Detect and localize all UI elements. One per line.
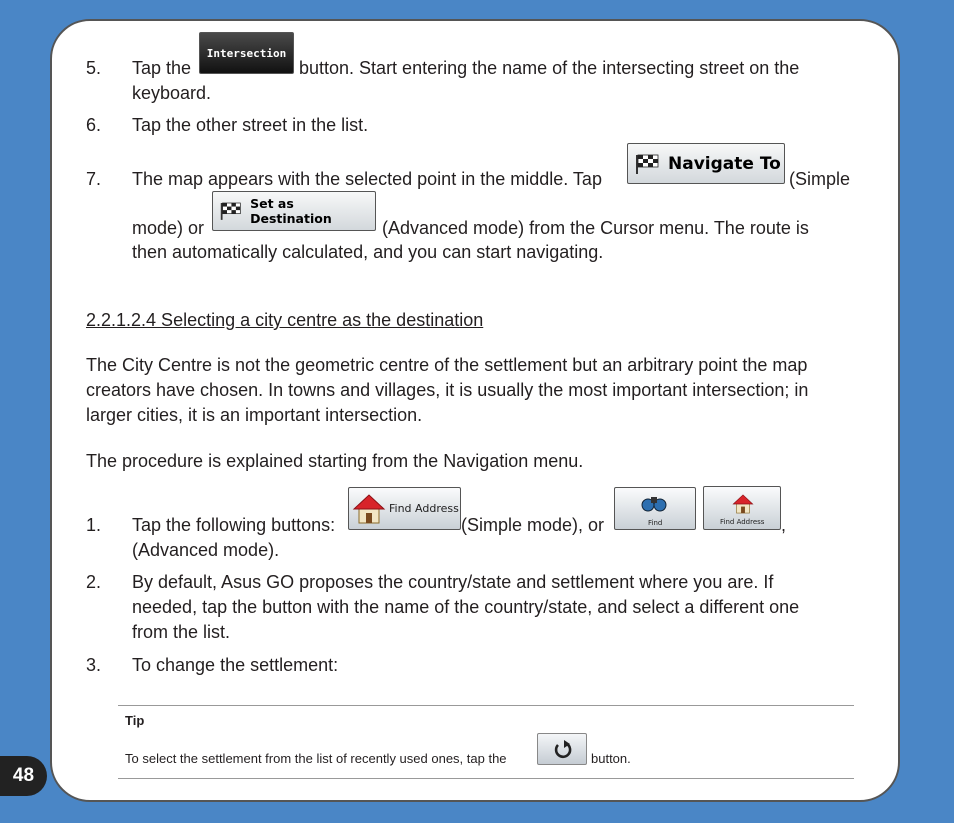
binoculars-icon — [641, 494, 667, 512]
step-1-simple-or: (Simple mode), or — [461, 515, 605, 535]
intersection-button[interactable] — [199, 32, 294, 74]
house-icon — [730, 493, 756, 515]
find-address-label: Find Address — [389, 502, 459, 515]
step-3-text: To change the settlement: — [132, 655, 339, 675]
step-1-line2: (Advanced mode). — [132, 540, 280, 560]
step-5-pre: Tap the — [132, 58, 192, 78]
find-address-small-label: Find Address — [720, 518, 765, 526]
step-6-text: Tap the other street in the list. — [132, 115, 369, 135]
para2: The procedure is explained starting from the Navigation menu. — [86, 451, 584, 471]
tip-post: button. — [591, 751, 631, 766]
history-arrow-icon — [553, 739, 573, 761]
find-button[interactable] — [614, 487, 696, 530]
tip-top-rule — [118, 705, 854, 706]
set-as-destination-label: Set as Destination — [250, 196, 332, 226]
page-number: 48 — [0, 756, 47, 796]
tip-bottom-rule — [118, 778, 854, 779]
step-6-number: 6. — [86, 115, 102, 135]
intersection-button-label: Intersection — [206, 46, 287, 60]
step-2-line1: By default, Asus GO proposes the country/state and settlement where you are. If — [132, 572, 774, 592]
section-heading: 2.2.1.2.4 Selecting a city centre as the destination — [86, 310, 484, 330]
find-address-small-button[interactable] — [703, 486, 781, 530]
tip-pre: To select the settlement from the list of recently used ones, tap the — [125, 751, 507, 766]
para1-line2: creators have chosen. In towns and villages, it is usually the most important intersection; in — [86, 380, 809, 400]
checkered-flag-icon — [219, 201, 242, 221]
para1-line3: larger cities, it is an important intersection. — [86, 405, 423, 425]
step-5-post: button. Start entering the name of the intersecting street on the — [299, 58, 800, 78]
navigate-to-label: Navigate To — [668, 153, 781, 174]
step-1-pre: Tap the following buttons: — [132, 515, 336, 535]
step-1-number: 1. — [86, 515, 102, 535]
tip-title: Tip — [125, 713, 145, 728]
step-7-mode-or: mode) or — [132, 218, 205, 238]
navigate-to-button[interactable] — [627, 143, 785, 184]
step-2-number: 2. — [86, 572, 102, 592]
step-7-simple: (Simple — [789, 169, 851, 189]
para1-line1: The City Centre is not the geometric centre of the settlement but an arbitrary point the map — [86, 355, 808, 375]
step-7-line3: then automatically calculated, and you can start navigating. — [132, 242, 604, 262]
step-7-number: 7. — [86, 169, 102, 189]
find-label: Find — [648, 519, 663, 527]
step-1-comma: , — [781, 515, 787, 535]
step-5-line2: keyboard. — [132, 83, 212, 103]
step-3-number: 3. — [86, 655, 102, 675]
step-7-pre: The map appears with the selected point in the middle. Tap — [132, 169, 602, 189]
step-2-line2: needed, tap the button with the name of the country/state, and select a different one — [132, 597, 800, 617]
step-7-advanced: (Advanced mode) from the Cursor menu. The route is — [382, 218, 809, 238]
step-2-line3: from the list. — [132, 622, 231, 642]
history-button[interactable] — [537, 733, 587, 765]
set-as-destination-button[interactable] — [212, 191, 376, 231]
checkered-flag-icon — [634, 153, 660, 175]
house-icon — [351, 492, 387, 526]
step-5-number: 5. — [86, 58, 102, 78]
find-address-button[interactable] — [348, 487, 461, 530]
